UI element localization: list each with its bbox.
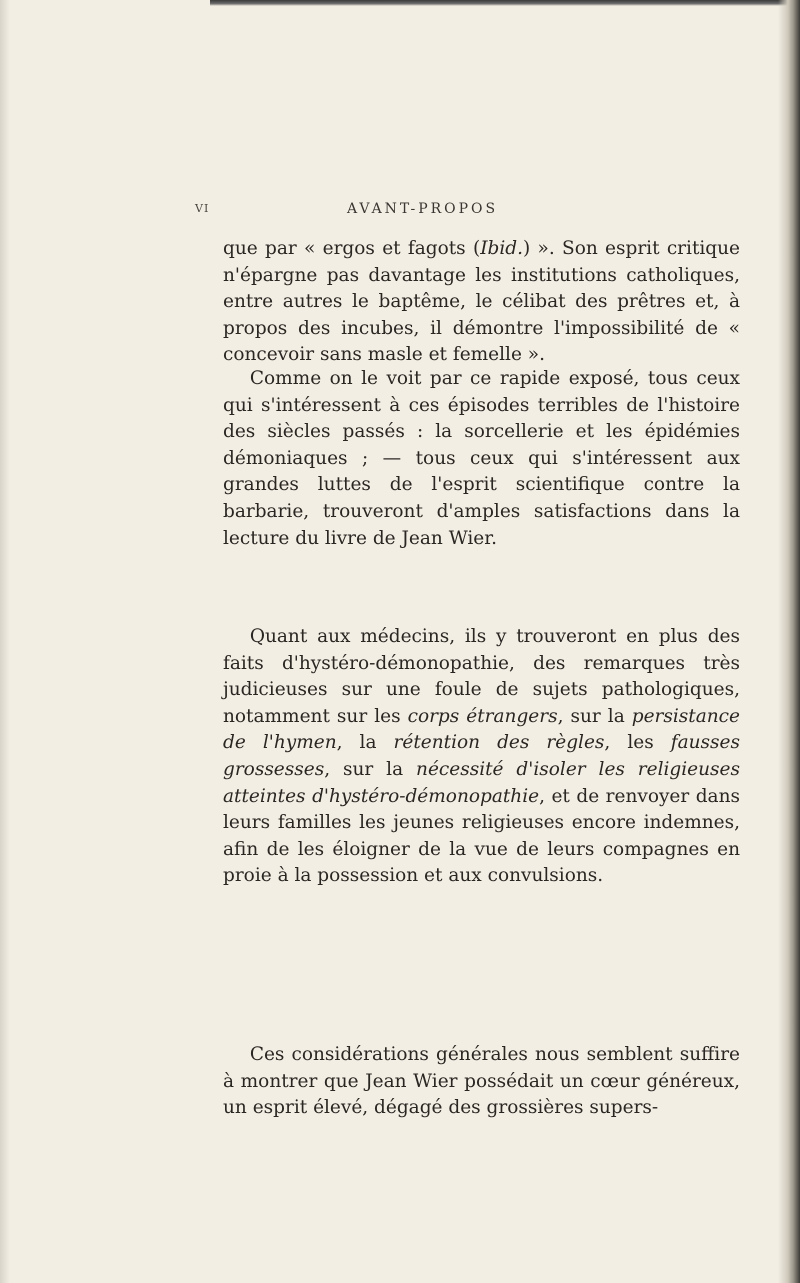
paragraph-4	[223, 1042, 740, 1122]
paragraph-text: Quant aux médecins, ils y trouveront en plus des faits d'hystéro-démonopathie, des remarques très judicieuses sur une foule de sujets pathologiques, notamment sur les corps étrangers, sur la persistance de l'hymen, la rétention des règles, les fausses grossesses, sur la nécessité d'isoler les religieuses atteintes d'hystéro-démonopathie, et de renvoyer dans leurs familles les jeunes religieuses encore indemnes, afin de les éloigner de la vue de leurs compagnes en proie à la possession et aux convulsions.	[223, 626, 740, 887]
section-title: AVANT-PROPOS	[347, 201, 499, 217]
paragraph-3	[223, 624, 740, 890]
italic-term: nécessité d'isoler les religieuses atteintes d'hystéro-démonopathie	[223, 758, 740, 807]
italic-term: corps étrangers	[407, 705, 558, 727]
italic-reference: Ibid.	[480, 238, 523, 259]
italic-term: fausses grossesses	[223, 732, 740, 780]
running-head	[195, 201, 555, 223]
paragraph-2	[223, 366, 740, 552]
page-top-edge	[210, 0, 800, 6]
italic-term: rétention des règles	[393, 732, 605, 754]
page-right-edge	[778, 0, 800, 1283]
paragraph-text: Ces considérations générales nous semblent suffire à montrer que Jean Wier possédait un cœur généreux, un esprit élevé, dégagé des grossières supers-	[223, 1044, 740, 1119]
paragraph-text: que par « ergos et fagots (Ibid.) ». Son esprit critique n'épargne pas davantage les institutions catholiques, entre autres le baptême, le célibat des prêtres et, à propos des incubes, il démontre l'impossibilité de « concevoir sans masle et femelle ».	[223, 238, 740, 366]
paragraph-1	[223, 236, 740, 369]
italic-term: persistance de l'hymen	[223, 705, 740, 754]
page-number: VI	[195, 202, 210, 215]
page-left-edge	[0, 0, 10, 1283]
paragraph-text: Comme on le voit par ce rapide exposé, tous ceux qui s'intéressent à ces épisodes terribles de l'histoire des siècles passés : la sorcellerie et les épidémies démoniaques ; — tous ceux qui s'intéressent aux grandes luttes de l'esprit scientifique contre la barbarie, trouveront d'amples satisfactions dans la lecture du livre de Jean Wier.	[223, 368, 740, 549]
